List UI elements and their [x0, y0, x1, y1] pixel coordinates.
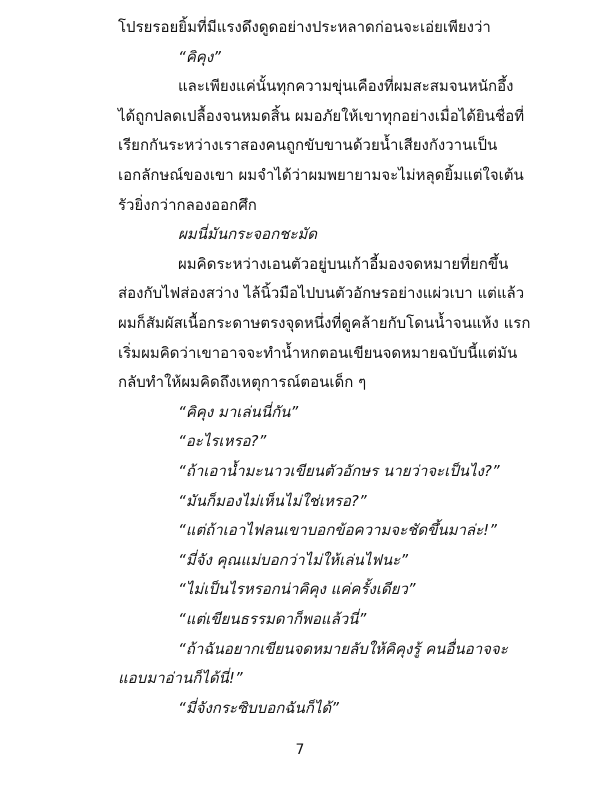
text-line: ส่องกับไฟส่องสว่าง ไล้นิ้วมือไปบนตัวอักษรอย่างแผ่วเบา แต่แล้ว [118, 284, 525, 303]
text-line: รัวยิ่งกว่ากลองออกศึก [118, 195, 257, 214]
text-line: “มันก็มองไม่เห็นไม่ใช่เหรอ?” [178, 491, 367, 510]
text-line: “ไม่เป็นไรหรอกน่าคิคุง แค่ครั้งเดียว” [178, 580, 416, 599]
text-line: ได้ถูกปลดเปลื้องจนหมดสิ้น ผมอภัยให้เขาทุกอย่างเมื่อได้ยินชื่อที่ [118, 106, 525, 125]
text-line: “แต่ถ้าเอาไฟลนเขาบอกข้อความจะชัดขึ้นมาล่ะ!” [178, 521, 497, 540]
text-line: แอบมาอ่านก็ได้นี่!” [118, 669, 243, 688]
text-line: โปรยรอยยิ้มที่มีแรงดึงดูดอย่างประหลาดก่อนจะเอ่ยเพียงว่า [118, 18, 491, 36]
text-line: เรียกกันระหว่างเราสองคนถูกขับขานด้วยน้ำเสียงกังวานเป็น [118, 136, 498, 155]
text-line: ผมก็สัมผัสเนื้อกระดาษตรงจุดหนึ่งที่ดูคล้ายกับโดนน้ำจนแห้ง แรก [118, 314, 531, 332]
text-line: ผมนี่มันกระจอกชะมัด [178, 225, 318, 244]
page-number: 7 [295, 742, 305, 758]
text-line: เริ่มผมคิดว่าเขาอาจจะทำน้ำหกตอนเขียนจดหมายฉบับนี้แต่มัน [118, 343, 518, 362]
text-line: “อะไรเหรอ?” [178, 432, 267, 451]
text-line: เอกลักษณ์ของเขา ผมจำได้ว่าผมพยายามจะไม่หลุดยิ้มแต่ใจเต้น [118, 166, 524, 184]
text-line: “คิคุง” [178, 47, 221, 66]
text-line: “มี่จังกระซิบบอกฉันก็ได้” [178, 698, 339, 717]
text-line: ผมคิดระหว่างเอนตัวอยู่บนเก้าอี้มองจดหมายที่ยกขึ้น [178, 254, 509, 273]
text-line: และเพียงแค่นั้นทุกความขุ่นเคืองที่ผมสะสมจนหนักอึ้ง [178, 77, 514, 96]
text-line: “คิคุง มาเล่นนี่กัน” [178, 402, 299, 421]
text-line: “ถ้าเอาน้ำมะนาวเขียนตัวอักษร นายว่าจะเป็นไง?” [178, 462, 500, 480]
text-line: “แต่เขียนธรรมดาก็พอแล้วนี่” [178, 610, 367, 628]
text-line: “มี่จัง คุณแม่บอกว่าไม่ให้เล่นไฟนะ” [178, 550, 408, 569]
text-line: กลับทำให้ผมคิดถึงเหตุการณ์ตอนเด็ก ๆ [118, 373, 367, 392]
text-line: “ถ้าฉันอยากเขียนจดหมายลับให้คิคุงรู้ คนอื่นอาจจะ [178, 639, 508, 658]
